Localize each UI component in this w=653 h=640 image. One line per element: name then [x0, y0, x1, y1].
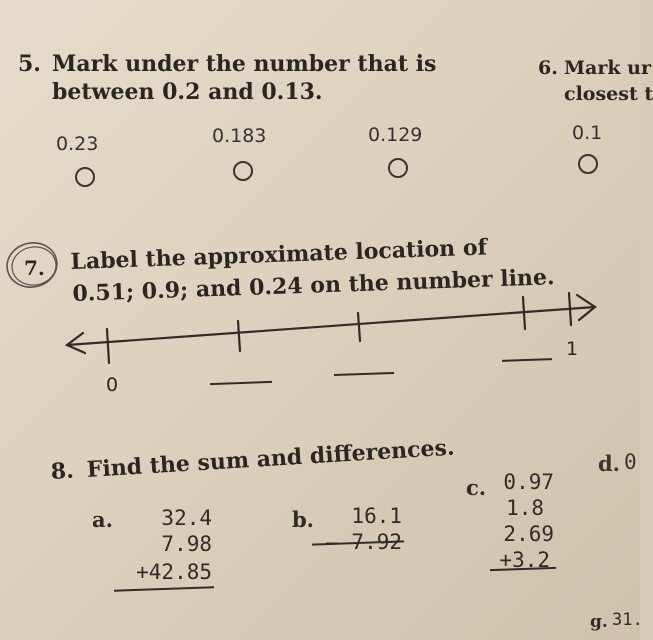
number-line-zero-label: 0: [106, 374, 119, 396]
number-line-answer-blank[interactable]: [210, 381, 272, 385]
question-5-number: 5.: [18, 51, 41, 77]
question-7-text-line2: 0.51; 0.9; and 0.24 on the number line.: [72, 264, 556, 307]
number-line: [55, 285, 615, 375]
problem-b-label: b.: [292, 507, 314, 532]
problem-c-line: 1.8: [506, 496, 544, 520]
number-line-one-label: 1: [566, 338, 579, 360]
question-7-number: 7.: [24, 256, 45, 280]
problem-a-line: +42.85: [136, 560, 212, 584]
q5-choice-label: 0.23: [56, 133, 99, 155]
question-6-text-line2: closest t: [564, 83, 653, 105]
question-8-title: Find the sum and differences.: [86, 434, 456, 483]
problem-a-label: a.: [92, 507, 113, 532]
problem-g-label: g.: [590, 612, 608, 632]
question-8-number: 8.: [50, 457, 75, 485]
problem-b-line: 16.1: [351, 504, 402, 528]
problem-a-answer-rule[interactable]: [114, 586, 214, 591]
problem-d-label: d.: [598, 451, 620, 476]
question-5-text-line1: Mark under the number that is: [52, 51, 437, 77]
problem-c-line: 0.97: [503, 470, 554, 494]
q5-choice-bubble[interactable]: [233, 161, 253, 181]
problem-a-line: 7.98: [161, 532, 212, 556]
problem-c-label: c.: [466, 475, 487, 500]
problem-c-line: 2.69: [503, 522, 554, 546]
problem-a-line: 32.4: [161, 506, 212, 530]
problem-b-line: – 7.92: [326, 530, 402, 554]
problem-c-line: +3.2: [499, 548, 550, 572]
problem-d-value: 0: [624, 450, 637, 474]
question-6-number: 6.: [538, 57, 558, 79]
q5-choice-bubble[interactable]: [388, 158, 408, 178]
question-6-text-line1: Mark ur: [564, 57, 651, 79]
q6-choice-label: 0.1: [572, 122, 603, 144]
q6-choice-bubble[interactable]: [578, 154, 598, 174]
problem-g-value: 31.: [612, 610, 643, 630]
q5-choice-label: 0.183: [212, 125, 267, 147]
q5-choice-bubble[interactable]: [75, 167, 95, 187]
question-7-text-line1: Label the approximate location of: [70, 234, 488, 275]
question-5-text-line2: between 0.2 and 0.13.: [52, 79, 323, 105]
q5-choice-label: 0.129: [368, 124, 423, 146]
